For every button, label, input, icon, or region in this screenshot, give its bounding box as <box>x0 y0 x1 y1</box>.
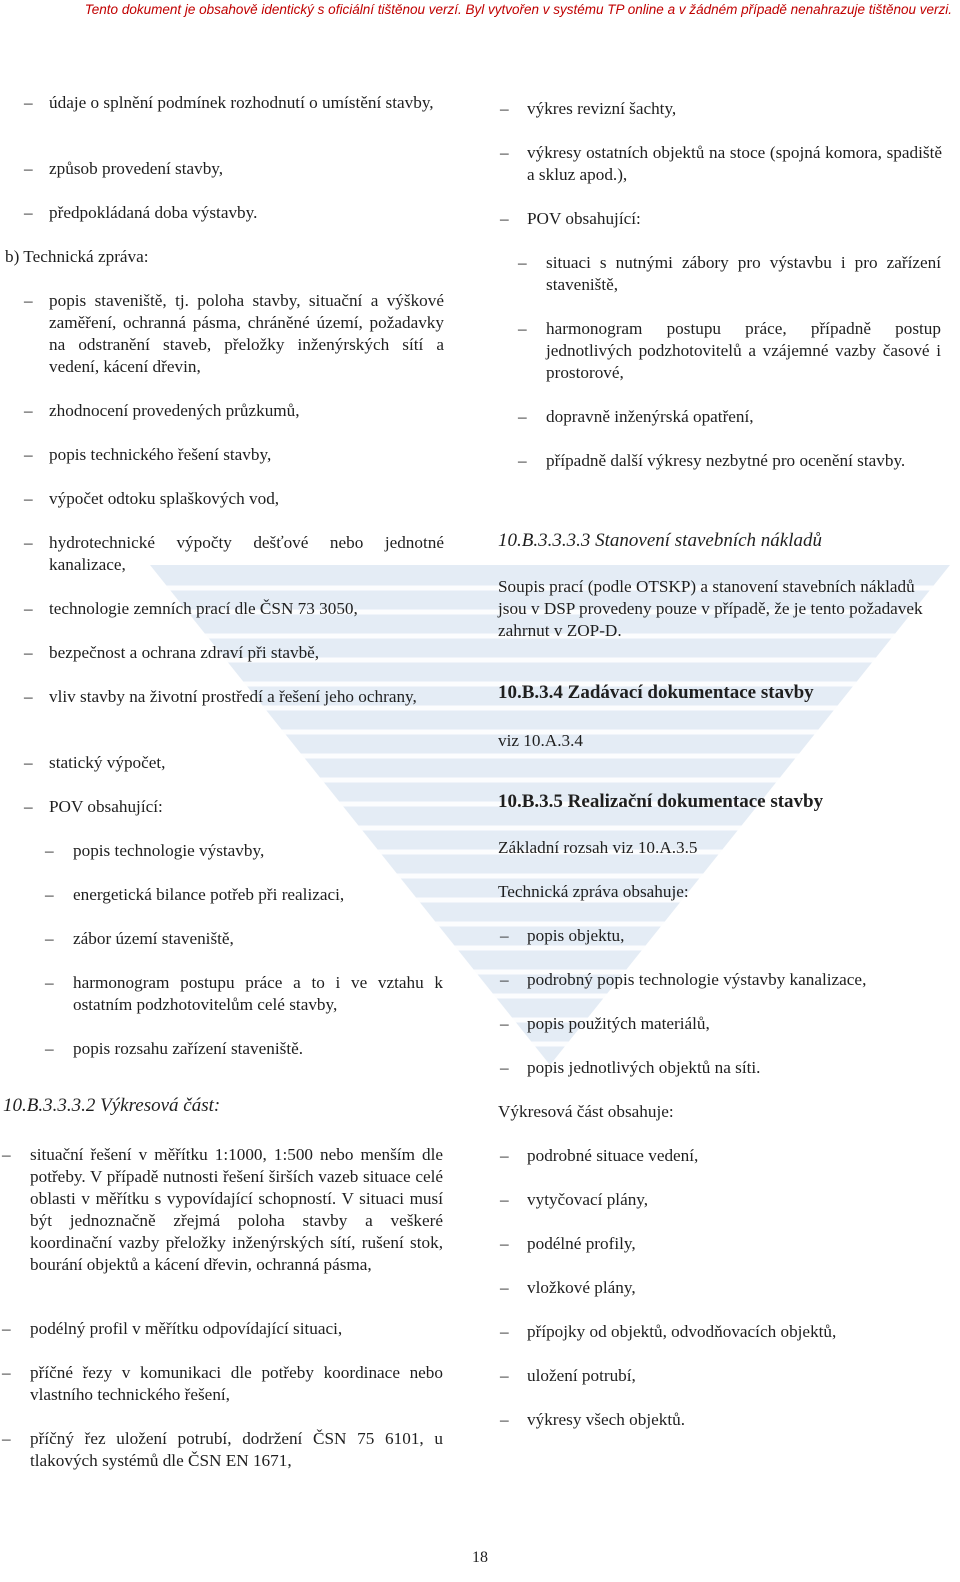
paragraph: viz 10.A.3.4 <box>498 731 583 750</box>
list-item-text: výkresy ostatních objektů na stoce (spojná komora, spadiště a skluz apod.), <box>527 143 942 184</box>
list-item <box>2 1428 443 1472</box>
list-dash: – <box>24 203 33 222</box>
sub-list-item <box>45 928 443 950</box>
list-item-text: přípojky od objektů, odvodňovacích objektů, <box>527 1322 837 1341</box>
list-dash: – <box>518 451 527 470</box>
section-label: b) Technická zpráva: <box>5 247 149 266</box>
list-item-text: zhodnocení provedených průzkumů, <box>49 401 300 420</box>
section-heading: 10.B.3.3.3.2 Výkresová část: <box>3 1095 221 1116</box>
list-item <box>500 208 942 230</box>
sub-list-item <box>45 1038 443 1060</box>
list-dash: – <box>24 599 33 618</box>
list-dash: – <box>24 753 33 772</box>
list-dash: – <box>45 973 54 992</box>
list-dash: – <box>500 1410 509 1429</box>
sub-list-item <box>518 252 941 296</box>
list-item-text: příčný řez uložení potrubí, dodržení ČSN 75 6101, u tlakových systémů dle ČSN EN 1671, <box>30 1429 443 1470</box>
list-item-text: bezpečnost a ochrana zdraví při stavbě, <box>49 643 320 662</box>
list-dash: – <box>45 929 54 948</box>
list-item-text: situační řešení v měřítku 1:1000, 1:500 nebo menším dle potřeby. V případě nutnosti řešení širších vazeb situace celé oblasti v měřítku s vypovídající schopností. V situaci musí být jednoznačně zřejmá poloha stavby a veškeré koordinační vazby přeložky inženýrských sítí, rušení stok, bourání objektů a kácení dřevin, ochranná pásma, <box>30 1145 443 1274</box>
paragraph: Základní rozsah viz 10.A.3.5 <box>498 838 698 857</box>
list-item <box>2 1362 443 1406</box>
list-dash: – <box>518 407 527 426</box>
sub-list-item <box>518 450 941 472</box>
list-dash: – <box>24 401 33 420</box>
list-dash: – <box>24 489 33 508</box>
list-item-text: hydrotechnické výpočty dešťové nebo jednotné kanalizace, <box>49 533 444 574</box>
list-item <box>500 1057 942 1079</box>
list-dash: – <box>500 1146 509 1165</box>
list-item-text: popis staveniště, tj. poloha stavby, situační a výškové zaměření, ochranná pásma, chráněné území, požadavky na odstranění staveb, přeložky inženýrských sítí a vedení, kácení dřevin, <box>49 291 444 376</box>
list-item-text: POV obsahující: <box>527 209 641 228</box>
list-item <box>24 92 444 114</box>
list-item-text: podélný profil v měřítku odpovídající situaci, <box>30 1319 343 1338</box>
list-item <box>500 1145 942 1167</box>
list-item <box>2 1144 443 1276</box>
list-item <box>500 1409 942 1431</box>
list-dash: – <box>500 1234 509 1253</box>
list-item-text: popis jednotlivých objektů na síti. <box>527 1058 761 1077</box>
paragraph: Technická zpráva obsahuje: <box>498 882 689 901</box>
list-dash: – <box>518 319 527 338</box>
list-item <box>500 142 942 186</box>
list-item-text: podrobný popis technologie výstavby kanalizace, <box>527 970 867 989</box>
list-item <box>24 796 444 818</box>
list-dash: – <box>24 291 33 310</box>
list-item-text: způsob provedení stavby, <box>49 159 224 178</box>
list-dash: – <box>500 143 509 162</box>
section-heading: 10.B.3.4 Zadávací dokumentace stavby <box>498 682 814 703</box>
list-dash: – <box>500 1322 509 1341</box>
section-heading: 10.B.3.5 Realizační dokumentace stavby <box>498 791 824 812</box>
list-item-text: popis technického řešení stavby, <box>49 445 272 464</box>
sub-list-item <box>45 840 443 862</box>
list-item-text: harmonogram postupu práce, případně postup jednotlivých podzhotovitelů a vzájemné vazby časové i prostorové, <box>546 319 941 382</box>
list-dash: – <box>500 1058 509 1077</box>
list-item <box>500 1013 942 1035</box>
list-item <box>500 925 942 947</box>
list-item-text: výkres revizní šachty, <box>527 99 677 118</box>
list-item <box>24 686 444 708</box>
list-item <box>500 1277 942 1299</box>
paragraph: Výkresová část obsahuje: <box>498 1102 674 1121</box>
list-dash: – <box>24 93 33 112</box>
list-item-text: podélné profily, <box>527 1234 636 1253</box>
list-dash: – <box>500 99 509 118</box>
list-dash: – <box>45 885 54 904</box>
list-item-text: předpokládaná doba výstavby. <box>49 203 258 222</box>
list-item <box>24 532 444 576</box>
list-item-text: výkresy všech objektů. <box>527 1410 685 1429</box>
list-item-text: popis technologie výstavby, <box>73 841 265 860</box>
list-dash: – <box>500 1278 509 1297</box>
list-item <box>24 752 444 774</box>
list-item <box>24 158 444 180</box>
list-item-text: popis objektu, <box>527 926 625 945</box>
list-dash: – <box>518 253 527 272</box>
list-item-text: vložkové plány, <box>527 1278 636 1297</box>
list-dash: – <box>45 1039 54 1058</box>
list-item-text: případně další výkresy nezbytné pro ocenění stavby. <box>546 451 906 470</box>
list-dash: – <box>500 970 509 989</box>
list-item-text: podrobné situace vedení, <box>527 1146 699 1165</box>
list-item <box>24 488 444 510</box>
list-dash: – <box>500 1190 509 1209</box>
list-dash: – <box>24 687 33 706</box>
list-item-text: výpočet odtoku splaškových vod, <box>49 489 280 508</box>
list-dash: – <box>24 159 33 178</box>
list-item-text: příčné řezy v komunikaci dle potřeby koordinace nebo vlastního technického řešení, <box>30 1363 443 1404</box>
list-dash: – <box>2 1319 11 1338</box>
page-number: 18 <box>472 1549 488 1566</box>
list-item <box>24 598 444 620</box>
list-dash: – <box>2 1145 11 1164</box>
list-dash: – <box>500 1014 509 1033</box>
list-item-text: harmonogram postupu práce a to i ve vztahu k ostatním podzhotovitelům celé stavby, <box>73 973 443 1014</box>
list-item <box>24 400 444 422</box>
list-item-text: údaje o splnění podmínek rozhodnutí o umístění stavby, <box>49 93 434 112</box>
list-item-text: situaci s nutnými zábory pro výstavbu i pro zařízení staveniště, <box>546 253 941 294</box>
list-dash: – <box>24 445 33 464</box>
list-item <box>500 1233 942 1255</box>
sub-list-item <box>518 318 941 384</box>
list-item-text: technologie zemních prací dle ČSN 73 3050, <box>49 599 358 618</box>
list-item <box>2 1318 443 1340</box>
list-item <box>500 969 942 991</box>
list-item <box>500 1189 942 1211</box>
list-dash: – <box>500 209 509 228</box>
list-item-text: uložení potrubí, <box>527 1366 636 1385</box>
list-item <box>500 1321 942 1343</box>
list-item <box>500 1365 942 1387</box>
list-item-text: popis rozsahu zařízení staveniště. <box>73 1039 304 1058</box>
list-item <box>24 642 444 664</box>
sub-list-item <box>45 972 443 1016</box>
paragraph: Soupis prací (podle OTSKP) a stanovení stavebních nákladů jsou v DSP provedeny pouze v případě, že je tento požadavek zahrnut v ZOP-D. <box>498 577 923 640</box>
section-heading: 10.B.3.3.3.3 Stanovení stavebních nákladů <box>498 530 822 551</box>
list-item-text: popis použitých materiálů, <box>527 1014 710 1033</box>
sub-list-item <box>518 406 941 428</box>
list-dash: – <box>2 1429 11 1448</box>
disclaimer-header: Tento dokument je obsahově identický s oficiální tištěnou verzí. Byl vytvořen v systému TP online a v žádném případě nenahrazuje tištěnou verzi. <box>0 0 960 20</box>
list-item <box>500 98 942 120</box>
list-item <box>24 202 444 224</box>
sub-list-item <box>45 884 443 906</box>
list-dash: – <box>24 533 33 552</box>
list-item-text: vytyčovací plány, <box>527 1190 649 1209</box>
list-dash: – <box>24 643 33 662</box>
list-item-text: POV obsahující: <box>49 797 163 816</box>
list-dash: – <box>24 797 33 816</box>
list-dash: – <box>500 926 509 945</box>
list-dash: – <box>45 841 54 860</box>
list-item-text: statický výpočet, <box>49 753 166 772</box>
list-item <box>24 290 444 378</box>
list-item <box>24 444 444 466</box>
list-item-text: zábor území staveniště, <box>73 929 234 948</box>
list-item-text: vliv stavby na životní prostředí a řešení jeho ochrany, <box>49 687 417 706</box>
list-item-text: energetická bilance potřeb při realizaci, <box>73 885 345 904</box>
list-item-text: dopravně inženýrská opatření, <box>546 407 754 426</box>
list-dash: – <box>500 1366 509 1385</box>
list-dash: – <box>2 1363 11 1382</box>
